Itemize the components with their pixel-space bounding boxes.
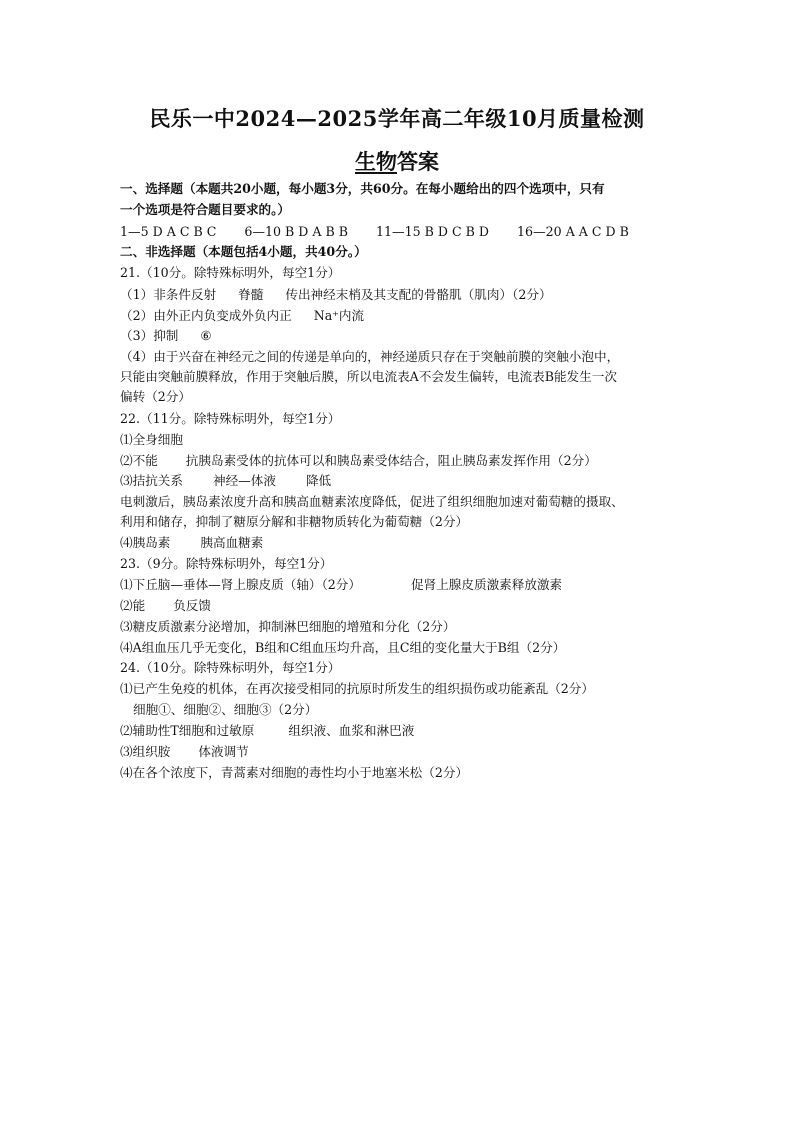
q23-part4: ⑷A组血压几乎无变化，B组和C组血压均升高，且C组的变化量大于B组（2分） <box>120 640 566 655</box>
q21-p1-b: 脊髓 <box>238 287 264 302</box>
q22-p2-a: ⑵不能 <box>120 453 158 468</box>
q22-head: 22.（11分。除特殊标明外，每空1分） <box>120 411 341 426</box>
page-subtitle <box>0 146 794 176</box>
q23-part1 <box>120 577 562 593</box>
q21-p3-b: ⑥ <box>200 328 212 343</box>
answer-letters-2: B D A B B <box>285 224 348 239</box>
q22-part1: ⑴全身细胞 <box>120 432 183 447</box>
q21-p1-a: （1）非条件反射 <box>120 287 217 302</box>
q21-part1 <box>120 287 552 303</box>
section2-heading: 二、非选择题（本题包括4小题，共40分。） <box>120 244 367 259</box>
page-title: 民乐一中2024—2025学年高二年级10月质量检测 <box>149 106 645 131</box>
answer-letters-1: D A C B C <box>152 224 217 239</box>
q24-head: 24.（10分。除特殊标明外，每空1分） <box>120 660 341 675</box>
q21-part4-line3: 偏转（2分） <box>120 389 191 404</box>
answer-range-2: 6—10 <box>244 224 282 239</box>
q21-part4-line2: 只能由突触前膜释放，作用于突触后膜，所以电流表A不会发生偏转，电流表B能发生一次 <box>120 369 617 384</box>
q21-p2-a: （2）由外正内负变成外负内正 <box>120 308 292 323</box>
answer-letters-4: A A C D B <box>565 224 629 239</box>
q24-part4: ⑷在各个浓度下，青蒿素对细胞的毒性均小于地塞米松（2分） <box>120 765 469 780</box>
q22-p3-c: 降低 <box>305 473 332 488</box>
q24-p2-b: 组织液、血浆和淋巴液 <box>288 723 415 738</box>
q21-part4-line1: （4）由于兴奋在神经元之间的传递是单向的，神经递质只存在于突触前膜的突触小泡中， <box>120 349 620 364</box>
q22-p4-a: ⑷胰岛素 <box>120 535 171 550</box>
q22-part3-line3: 利用和储存，抑制了糖原分解和非糖物质转化为葡萄糖（2分） <box>120 514 469 529</box>
q22-p4-b: 胰高血糖素 <box>200 535 264 550</box>
q24-p3-a: ⑶组织胺 <box>120 744 171 759</box>
q23-p2-a: ⑵能 <box>120 598 146 613</box>
q23-p1-a: ⑴下丘脑—垂体—肾上腺皮质（轴）（2分） <box>120 577 361 592</box>
q22-part3-line2: 电刺激后，胰岛素浓度升高和胰高血糖素浓度降低，促进了组织细胞加速对葡萄糖的摄取、 <box>120 494 624 509</box>
q24-p2-a: ⑵辅助性T细胞和过敏原 <box>120 723 255 738</box>
answer-range-1: 1—5 <box>120 224 149 239</box>
answer-letters-3: B D C B D <box>424 224 490 239</box>
q22-part4 <box>120 535 263 551</box>
section1-heading-line2: 一个选项是符合题目要求的。） <box>120 202 291 217</box>
q21-head: 21.（10分。除特殊标明外，每空1分） <box>120 265 341 280</box>
q23-p2-b: 负反馈 <box>173 598 211 613</box>
answer-range-3: 11—15 <box>376 224 421 239</box>
q23-part2 <box>120 598 211 614</box>
q23-p1-b: 促肾上腺皮质激素释放激素 <box>411 577 563 592</box>
subtitle-subject: 生物 <box>355 149 397 174</box>
q24-part1-line2: 细胞①、细胞②、细胞③（2分） <box>133 702 318 717</box>
q21-p1-c: 传出神经末梢及其支配的骨骼肌（肌肉）（2分） <box>285 287 552 302</box>
section1-heading-line1: 一、选择题（本题共20小题，每小题3分，共60分。在每小题给出的四个选项中，只有 <box>120 181 605 196</box>
q22-p3-a: ⑶拮抗关系 <box>120 473 183 488</box>
q21-part2 <box>120 308 364 324</box>
q22-p2-b: 抗胰岛素受体的抗体可以和胰岛素受体结合，阻止胰岛素发挥作用（2分） <box>185 453 597 468</box>
q24-p3-b: 体液调节 <box>198 744 249 759</box>
answer-range-4: 16—20 <box>517 224 562 239</box>
q21-p3-a: （3）抑制 <box>120 328 179 343</box>
q23-part3: ⑶糖皮质激素分泌增加，抑制淋巴细胞的增殖和分化（2分） <box>120 619 456 634</box>
q24-part1: ⑴已产生免疫的机体，在再次接受相同的抗原时所发生的组织损伤或功能紊乱（2分） <box>120 681 594 696</box>
q22-p3-b: 神经—体液 <box>212 473 276 488</box>
q21-p2-b: Na⁺内流 <box>313 308 365 323</box>
q22-part2 <box>120 453 597 469</box>
subtitle-rest: 答案 <box>397 149 439 174</box>
q24-part3 <box>120 744 249 760</box>
q23-head: 23.（9分。除特殊标明外，每空1分） <box>120 556 333 571</box>
q24-part2 <box>120 723 414 739</box>
q22-part3 <box>120 473 331 489</box>
choice-answers-row <box>120 224 629 240</box>
q21-part3 <box>120 328 212 344</box>
